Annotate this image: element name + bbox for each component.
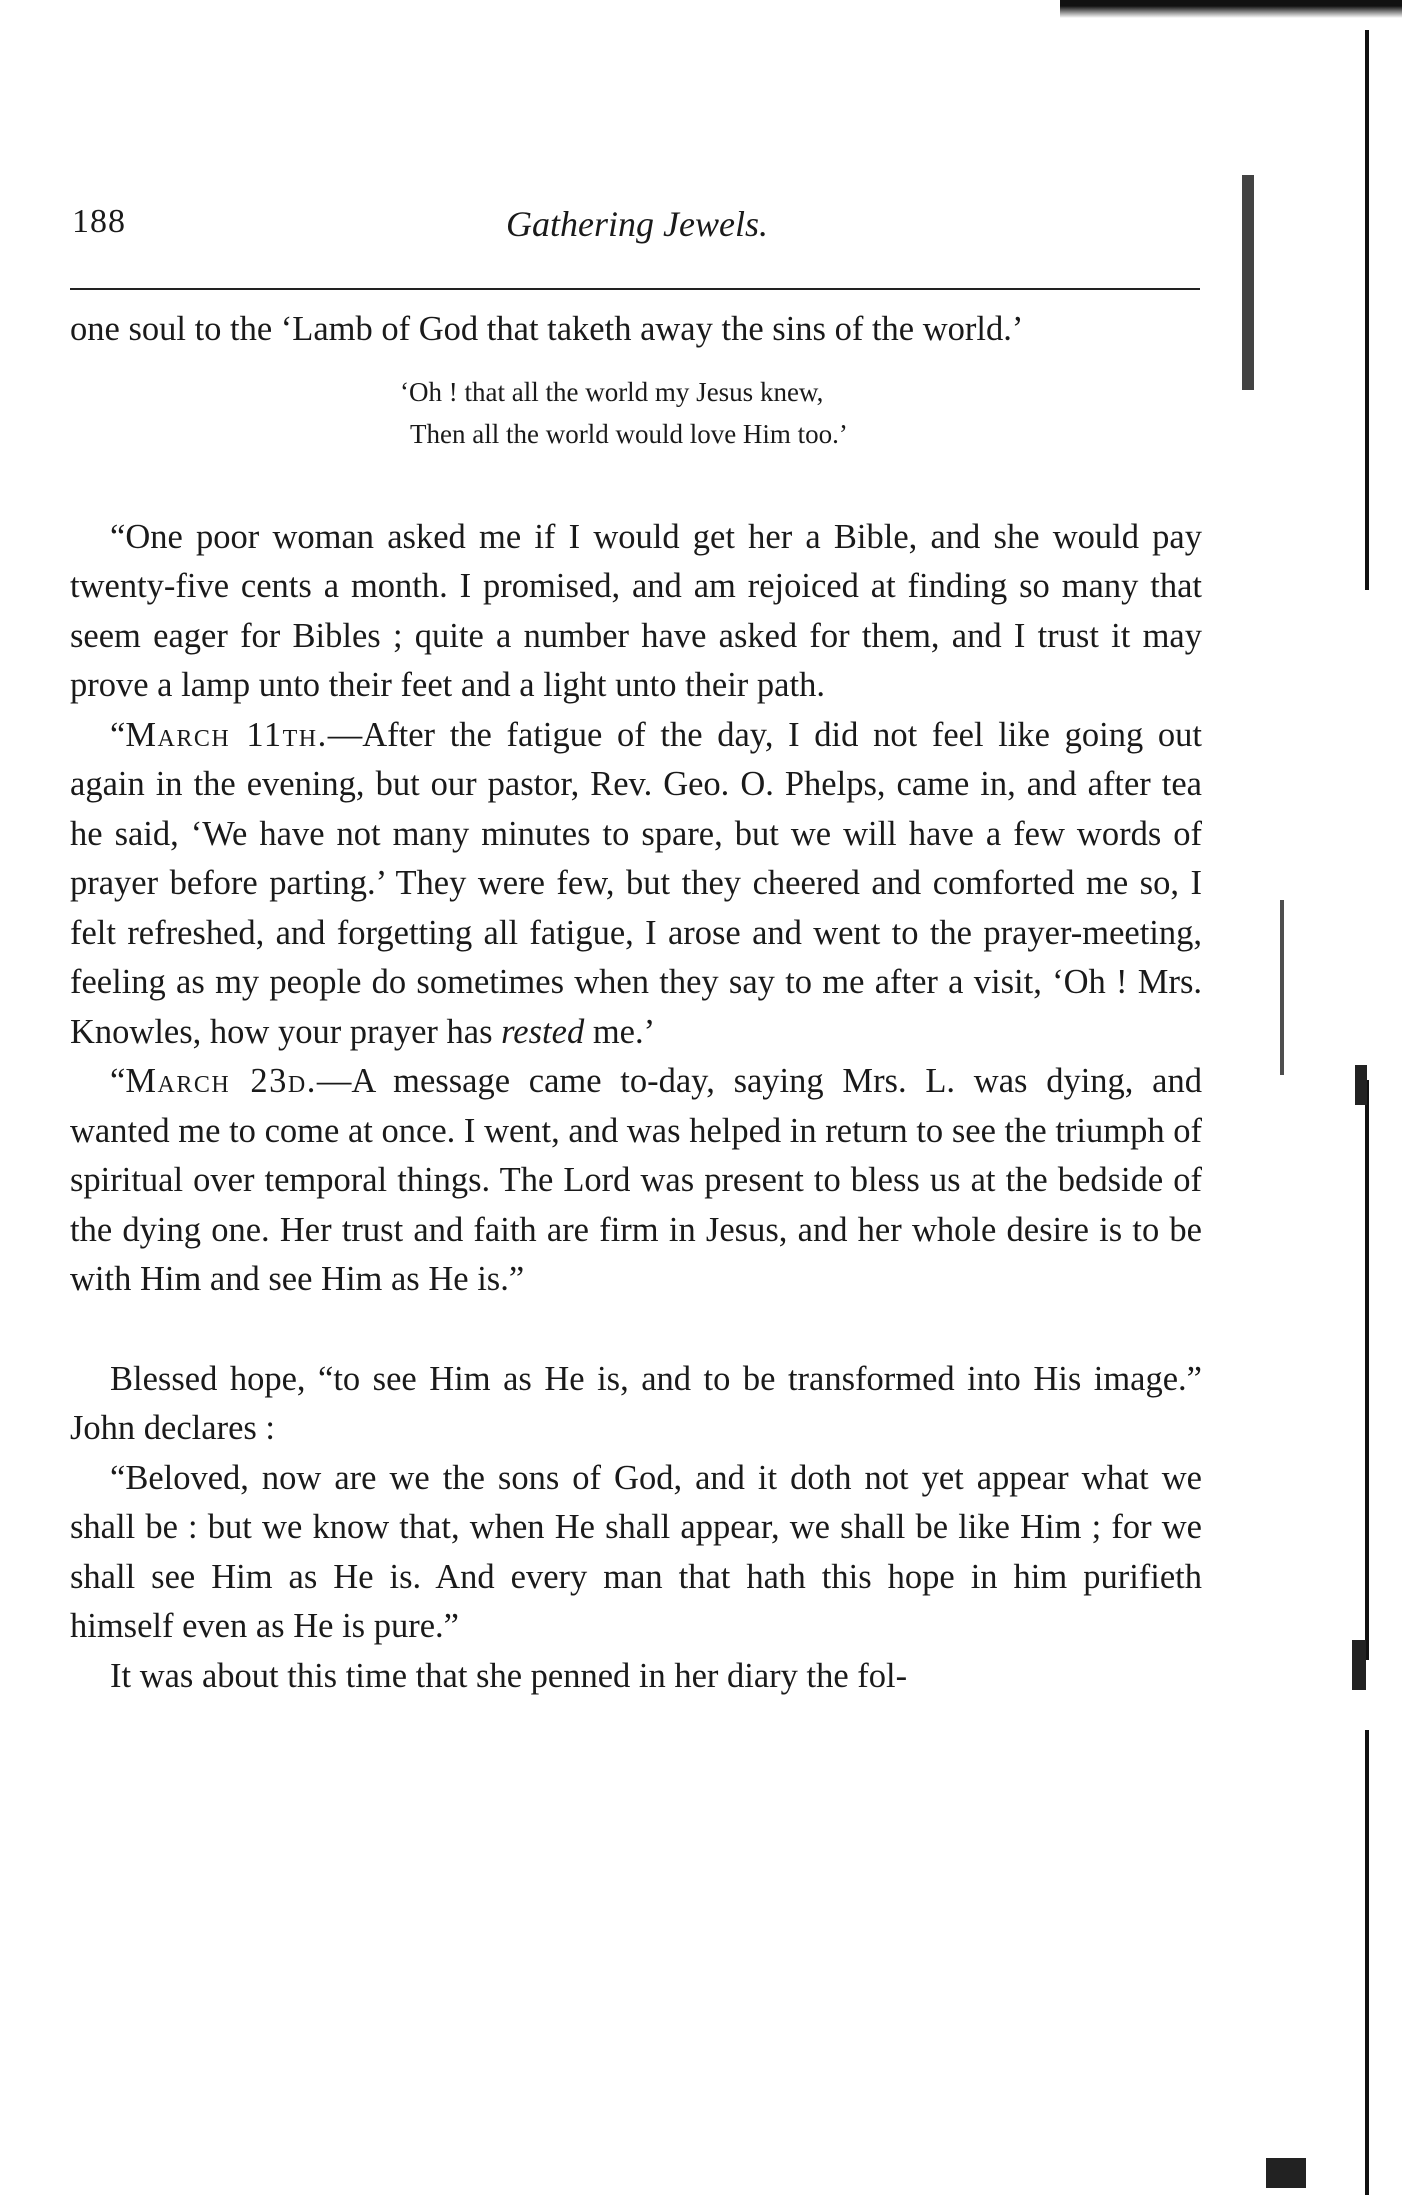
scan-blot: [1352, 1640, 1366, 1690]
paragraph: It was about this time that she penned in her diary the fol-: [110, 1656, 908, 1695]
page-body: [70, 305, 1202, 1701]
paragraph-diary-entry: [70, 711, 1202, 1058]
quote-mark: “: [110, 715, 126, 754]
verse-quote: [70, 371, 1202, 455]
diary-text: —A message came to-day, saying Mrs. L. was dying, and wanted me to come at once. I went, and was helped in return to see the triumph of spiritual over temporal things. The Lord was present to bless us at the bedside of the dying one. Her trust and faith are firm in Jesus, and her whole desire is to be with Him and see Him as He is.”: [70, 1062, 1202, 1298]
page-header: [72, 203, 1202, 263]
verse-line: ‘Oh ! that all the world my Jesus knew,: [400, 376, 824, 407]
quote-mark: “: [110, 1062, 126, 1100]
diary-text-end: me.’: [584, 1012, 656, 1051]
emphasis: rested: [501, 1012, 585, 1051]
scan-edge-right: [1365, 30, 1369, 590]
header-rule: [70, 288, 1200, 290]
paragraph-diary-entry: [70, 1057, 1202, 1305]
paragraph: “One poor woman asked me if I would get her a Bible, and she would pay twenty-five cents a month. I promised, and am rejoiced at finding so many that seem eager for Bibles ; quite a number have asked for them, and I trust it may prove a lamp unto their feet and a light unto their path.: [70, 517, 1202, 704]
diary-date: March 23d.: [125, 1062, 317, 1100]
running-title: Gathering Jewels.: [506, 204, 768, 244]
diary-date: March 11th.: [125, 715, 328, 754]
paragraph: one soul to the ‘Lamb of God that taketh away the sins of the world.’: [70, 310, 1024, 348]
scan-edge-right: [1365, 1730, 1369, 2195]
scan-blot: [1355, 1065, 1367, 1105]
scan-edge-top: [1060, 0, 1402, 18]
spacer: [70, 455, 1202, 513]
scan-blot: [1242, 175, 1254, 390]
scan-blot: [1266, 2158, 1306, 2188]
scan-edge-right: [1365, 1080, 1369, 1660]
paragraph: Blessed hope, “to see Him as He is, and to be transformed into His image.” John declares :: [70, 1359, 1202, 1447]
paragraph-scripture-quote: “Beloved, now are we the sons of God, and it doth not yet appear what we shall be : but we know that, when He shall appear, we shall be like Him ; for we shall see Him as He is. And every man that hath this hope in him purifieth himself even as He is pure.”: [70, 1458, 1202, 1645]
diary-text: —After the fatigue of the day, I did not feel like going out again in the evening, but our pastor, Rev. Geo. O. Phelps, came in, and after tea he said, ‘We have not many minutes to spare, but we will have a few words of prayer before parting.’ They were few, but they cheered and comforted me so, I felt refreshed, and forgetting all fatigue, I arose and went to the prayer-meeting, feeling as my people do sometimes when they say to me after a visit, ‘Oh ! Mrs. Knowles, how your prayer has: [70, 715, 1202, 1051]
scan-blot: [1280, 900, 1284, 1075]
verse-line: Then all the world would love Him too.’: [410, 418, 848, 449]
page-number: 188: [72, 203, 126, 240]
spacer: [70, 1305, 1202, 1355]
